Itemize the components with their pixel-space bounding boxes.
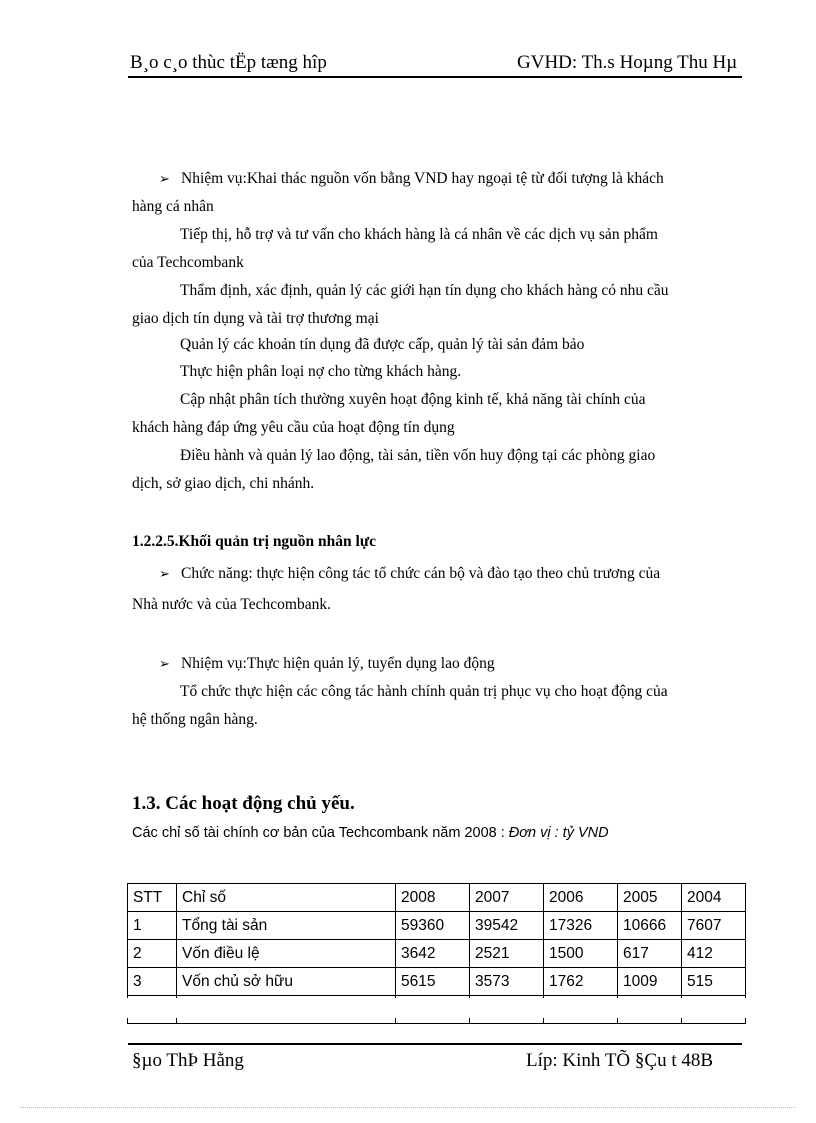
table-cell: 1500 [544, 940, 618, 968]
function-bullet-cont: Nhà nước và của Techcombank. [132, 596, 331, 613]
table-header-cell: 2006 [544, 884, 618, 912]
paragraph: Tiếp thị, hỗ trợ và tư vấn cho khách hàng là cá nhân về các dịch vụ sản phẩm [180, 226, 658, 243]
bullet-icon: ➢ [159, 171, 170, 186]
header-rule [128, 76, 742, 78]
table-cell: 1762 [544, 968, 618, 996]
header-title: B¸o c¸o thùc tËp tæng hîp [130, 52, 327, 73]
duty-bullet-1: Nhiệm vụ:Khai thác nguồn vốn bằng VND hay ngoại tệ từ đối tượng là khách [181, 170, 664, 187]
page-cut [0, 998, 816, 1018]
table-cell: 7607 [682, 912, 746, 940]
footer-class: Líp: Kinh TÕ §Çu t 48B [526, 1050, 714, 1071]
paragraph: Điều hành và quản lý lao động, tài sản, tiền vốn huy động tại các phòng giao [180, 447, 656, 464]
table-cell: Vốn điều lệ [177, 940, 396, 968]
page-edge [20, 1107, 796, 1108]
header-instructor: GVHD: Th.s Hoµng Thu Hµ [517, 52, 738, 73]
table-cell: Tổng tài sản [177, 912, 396, 940]
table-caption: Các chỉ số tài chính cơ bản của Techcombank năm 2008 : Đơn vị : tỷ VND [132, 825, 609, 841]
table-cell: 17326 [544, 912, 618, 940]
paragraph: giao dịch tín dụng và tài trợ thương mại [132, 310, 379, 327]
table-cell: 10666 [618, 912, 682, 940]
paragraph: Thực hiện phân loại nợ cho từng khách hàng. [180, 363, 462, 380]
table-cell: 412 [682, 940, 746, 968]
table-header-cell: 2008 [396, 884, 470, 912]
paragraph: của Techcombank [132, 254, 244, 271]
section-heading-1-3: 1.3. Các hoạt động chủ yếu. [132, 793, 355, 814]
table-cell: 3642 [396, 940, 470, 968]
section-heading: 1.2.2.5.Khối quản trị nguồn nhân lực [132, 533, 377, 550]
table-row [128, 912, 746, 940]
duty-bullet-1-cont: hàng cá nhân [132, 198, 214, 215]
table-cell: 515 [682, 968, 746, 996]
table-cell: 1 [128, 912, 177, 940]
table-header-row [128, 884, 746, 912]
duty-bullet-2: Nhiệm vụ:Thực hiện quản lý, tuyển dụng lao động [181, 655, 495, 672]
paragraph: Tổ chức thực hiện các công tác hành chính quản trị phục vụ cho hoạt động của [180, 683, 668, 700]
table-header-cell: STT [128, 884, 177, 912]
table-header-cell: 2007 [470, 884, 544, 912]
footer-author: §µo ThÞ Hằng [132, 1050, 244, 1071]
table-row [128, 940, 746, 968]
bullet-icon: ➢ [159, 656, 170, 671]
table-cell: 3 [128, 968, 177, 996]
paragraph: hệ thống ngân hàng. [132, 711, 258, 728]
table-cell: 1009 [618, 968, 682, 996]
paragraph: khách hàng đáp ứng yêu cầu của hoạt động tín dụng [132, 419, 455, 436]
table-cell: 5615 [396, 968, 470, 996]
paragraph: dịch, sở giao dịch, chi nhánh. [132, 475, 315, 492]
footer-rule [128, 1043, 742, 1045]
table-cell: 39542 [470, 912, 544, 940]
table-cell: Vốn chủ sở hữu [177, 968, 396, 996]
paragraph: Quản lý các khoản tín dụng đã được cấp, quản lý tài sản đảm bảo [180, 336, 585, 353]
bullet-icon: ➢ [159, 566, 170, 581]
paragraph: Cập nhật phân tích thường xuyên hoạt động kinh tế, khả năng tài chính của [180, 391, 646, 408]
table-cell: 2 [128, 940, 177, 968]
table-unit: Đơn vị : tỷ VND [508, 825, 609, 841]
table-header-cell: Chỉ số [177, 884, 396, 912]
table-cell: 2521 [470, 940, 544, 968]
table-cell: 617 [618, 940, 682, 968]
table-row [128, 968, 746, 996]
table-header-cell: 2004 [682, 884, 746, 912]
table-cell: 3573 [470, 968, 544, 996]
function-bullet: Chức năng: thực hiện công tác tổ chức cán bộ và đào tạo theo chủ trương của [181, 565, 661, 582]
paragraph: Thẩm định, xác định, quản lý các giới hạn tín dụng cho khách hàng có nhu cầu [180, 282, 669, 299]
table-cell: 59360 [396, 912, 470, 940]
table-header-cell: 2005 [618, 884, 682, 912]
